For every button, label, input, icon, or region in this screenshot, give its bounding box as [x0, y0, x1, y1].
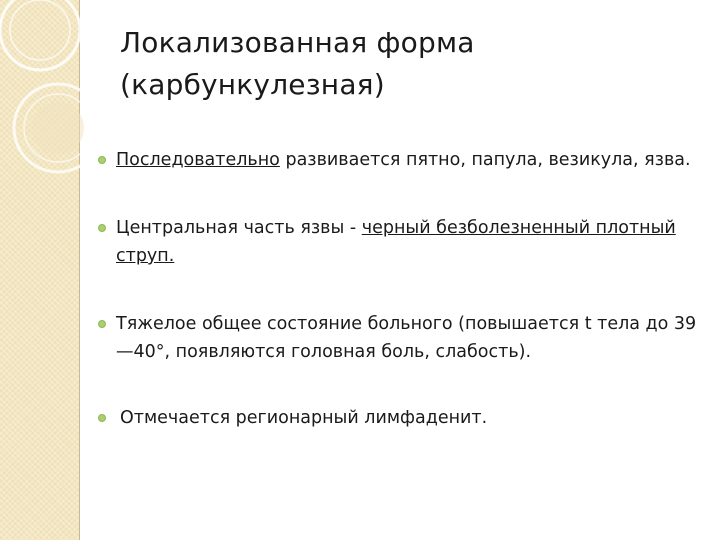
bullet-dot-icon: [98, 414, 106, 422]
bullet-item: [98, 404, 710, 432]
bullet-dot-icon: [98, 224, 106, 232]
title-line-1: Локализованная форма: [120, 26, 475, 59]
bullet-text: Отмечается регионарный лимфаденит.: [120, 408, 488, 428]
bullet-dot-icon: [98, 156, 106, 164]
bullet-text: развивается пятно, папула, везикула, язва.: [279, 150, 691, 170]
bullet-list: [98, 146, 710, 432]
bullet-item: [98, 214, 710, 270]
title-line-2: (карбункулезная): [120, 68, 385, 101]
bullet-text: Центральная часть язвы -: [116, 218, 362, 238]
bullet-underlined-text: Последовательно: [116, 150, 280, 170]
slide-title: [120, 22, 680, 106]
side-panel: [0, 0, 80, 540]
bullet-dot-icon: [98, 320, 106, 328]
bullet-text: Тяжелое общее состояние больного (повышается t тела до 39—40°, появляются головная боль, слабость).: [116, 314, 697, 362]
bullet-item: [98, 310, 710, 366]
bullet-item: [98, 146, 710, 174]
bullet-underlined-text: черный безболезненный плотный струп.: [116, 218, 676, 266]
